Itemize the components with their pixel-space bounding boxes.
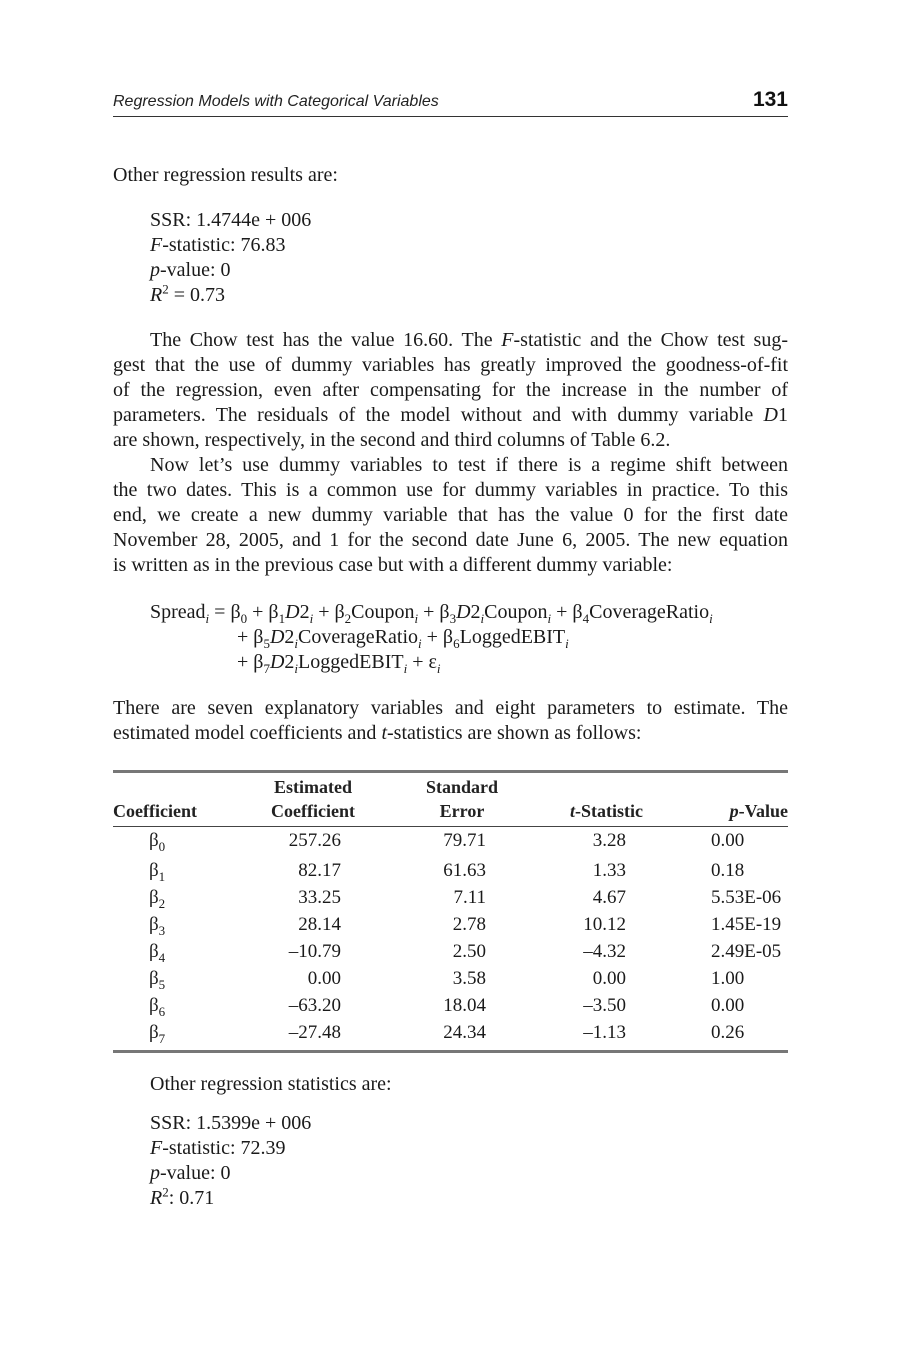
intro-text: Other regression results are: [113, 164, 338, 186]
body-paragraphs [113, 328, 788, 578]
equation-line-3: + $\beta_7D2_iLoggedEBIT_i + \varepsilon_i$ [237, 651, 441, 676]
cell-p-value: 2.49E-05 [711, 941, 782, 962]
cell-t-statistic: 0.00 [592, 968, 626, 989]
cell-std-error: 3.58 [452, 968, 486, 989]
cell-std-error: 79.71 [443, 830, 486, 851]
outro-text: Other regression statistics are: [150, 1073, 392, 1095]
cell-std-error: 2.78 [452, 914, 486, 935]
cell-estimate: 82.17 [298, 860, 341, 881]
cell-coefficient: $\beta_5$ [149, 968, 166, 992]
cell-t-statistic: 3.28 [592, 830, 626, 851]
p-value-line: p-value: 0 [150, 1162, 231, 1184]
table-top-rule [113, 770, 788, 773]
cell-coefficient: $\beta_2$ [149, 887, 166, 911]
paragraph-2-line: the two dates. This is a common use for dummy variables in practice. To this [113, 479, 788, 501]
header-coefficient: Coefficient [113, 801, 197, 821]
p-value-line: p-value: 0 [150, 259, 231, 281]
paragraph-3-line: estimated model coefficients and t-statistics are shown as follows: [113, 722, 642, 744]
cell-coefficient: $\beta_6$ [149, 995, 166, 1019]
f-statistic-line: F-statistic: 72.39 [150, 1137, 286, 1159]
paragraph-2-line: November 28, 2005, and 1 for the second date June 6, 2005. The new equation [113, 529, 788, 551]
cell-std-error: 24.34 [443, 1022, 486, 1043]
cell-t-statistic: 10.12 [583, 914, 626, 935]
cell-coefficient: $\beta_3$ [149, 914, 166, 938]
paragraph-1-line: The Chow test has the value 16.60. The F-statistic and the Chow test sug- [150, 329, 788, 351]
paragraph-3 [113, 696, 788, 746]
equation-line-1: Spread$_i$ = $\beta_0 + \beta_1D2_i$ + $\beta_2Coupon_i$ + $\beta_3D2_iCoupon_i$ + $\beta_4CoverageRatio_i$ [150, 601, 713, 626]
cell-t-statistic: 1.33 [592, 860, 626, 881]
ssr-line: SSR: 1.5399e + 006 [150, 1112, 312, 1134]
cell-p-value: 0.26 [711, 1022, 745, 1043]
equation-line-2: + $\beta_5D2_iCoverageRatio_i$ + $\beta_6LoggedEBIT_i$ [237, 626, 569, 651]
cell-estimate: 33.25 [298, 887, 341, 908]
header-p-value: p-Value [729, 801, 788, 821]
paragraph-1-line: are shown, respectively, in the second and third columns of Table 6.2. [113, 429, 671, 451]
cell-t-statistic: –4.32 [583, 941, 626, 962]
cell-t-statistic: –3.50 [583, 995, 626, 1016]
cell-estimate: –27.48 [288, 1022, 341, 1043]
cell-p-value: 0.18 [711, 860, 745, 881]
page-number: 131 [752, 88, 788, 111]
header-estimated-2: Coefficient [271, 801, 355, 821]
r-squared-line: $R^2$: 0.71 [150, 1184, 215, 1209]
paragraph-3-line: There are seven explanatory variables and eight parameters to estimate. The [113, 697, 788, 719]
cell-std-error: 61.63 [443, 860, 486, 881]
cell-p-value: 5.53E-06 [711, 887, 782, 908]
paragraph-1-line: parameters. The residuals of the model without and with dummy variable D1 [113, 404, 788, 426]
cell-std-error: 18.04 [443, 995, 486, 1016]
cell-estimate: 0.00 [307, 968, 341, 989]
paragraph-2-line: is written as in the previous case but with a different dummy variable: [113, 554, 673, 576]
table-header-rule [113, 826, 788, 827]
cell-std-error: 7.11 [453, 887, 486, 908]
header-t-statistic: t-Statistic [570, 801, 643, 821]
cell-p-value: 1.45E-19 [711, 914, 782, 935]
paragraph-1-line: gest that the use of dummy variables has greatly improved the goodness-of-fit [113, 354, 788, 376]
cell-t-statistic: 4.67 [592, 887, 626, 908]
running-title: Regression Models with Categorical Variables [113, 93, 439, 110]
cell-std-error: 2.50 [452, 941, 486, 962]
cell-estimate: 257.26 [288, 830, 341, 851]
header-estimated-1: Estimated [274, 777, 352, 797]
paragraph-2-line: Now let’s use dummy variables to test if there is a regime shift between [150, 454, 788, 476]
cell-coefficient: $\beta_0$ [149, 830, 166, 854]
header-standard-2: Error [439, 801, 485, 821]
cell-p-value: 0.00 [711, 995, 745, 1016]
cell-estimate: 28.14 [298, 914, 341, 935]
ssr-line: SSR: 1.4744e + 006 [150, 209, 312, 231]
paragraph-1-line: of the regression, even after compensating for the increase in the number of [113, 379, 788, 401]
f-statistic-line: F-statistic: 76.83 [150, 234, 286, 256]
cell-estimate: –10.79 [288, 941, 341, 962]
cell-coefficient: $\beta_7$ [149, 1022, 166, 1046]
cell-t-statistic: –1.13 [583, 1022, 626, 1043]
table-bottom-rule [113, 1050, 788, 1053]
cell-coefficient: $\beta_4$ [149, 941, 166, 965]
header-standard-1: Standard [425, 777, 499, 797]
running-head [113, 88, 788, 117]
cell-p-value: 1.00 [711, 968, 745, 989]
cell-coefficient: $\beta_1$ [149, 860, 166, 884]
paragraph-2-line: end, we create a new dummy variable that has the value 0 for the first date [113, 504, 788, 526]
cell-p-value: 0.00 [711, 830, 745, 851]
cell-estimate: –63.20 [288, 995, 341, 1016]
r-squared-line: $R^2 = 0.73$ [150, 281, 225, 306]
